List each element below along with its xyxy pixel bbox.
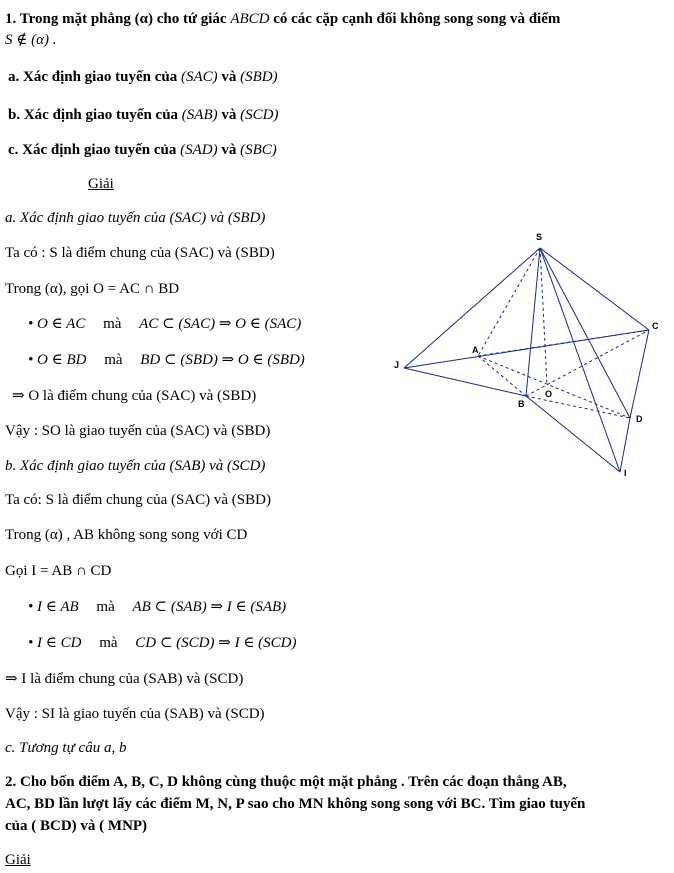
problem1-heading: 1. Trong mặt phẳng (α) cho tứ giác ABCD có các cặp cạnh đối không song song và điểm xyxy=(5,11,561,27)
problem2-line1: 2. Cho bốn điểm A, B, C, D không cùng thuộc một mặt phẳng . Trên các đoạn thẳng AB, xyxy=(5,774,567,790)
part-a-line4: Vậy : SO là giao tuyến của (SAC) và (SBD) xyxy=(5,423,271,439)
edge-CD xyxy=(630,330,649,418)
task-b: b. Xác định giao tuyến của (SAB) và (SCD) xyxy=(8,107,279,123)
edge-AD xyxy=(478,356,630,418)
edge-SO xyxy=(540,248,547,384)
problem1-heading-line2: S ∉ (α) . xyxy=(5,32,57,48)
task-c: c. Xác định giao tuyến của (SAD) và (SBC) xyxy=(8,142,277,158)
part-b-line2: Trong (α) , AB không song song với CD xyxy=(5,527,248,543)
label-J: J xyxy=(394,360,400,370)
edge-BD xyxy=(526,396,630,418)
solution-label-2: Giải xyxy=(5,852,31,868)
edge-JB xyxy=(404,368,526,396)
label-B: B xyxy=(518,399,525,409)
solution-label-1: Giải xyxy=(88,176,114,192)
edge-SD xyxy=(540,248,630,418)
label-I: I xyxy=(624,468,627,478)
problem2-line3: của ( BCD) và ( MNP) xyxy=(5,818,148,834)
part-b-line1: Ta có: S là điểm chung của (SAC) và (SBD) xyxy=(5,492,271,508)
edge-SB xyxy=(526,248,540,396)
part-b-title: b. Xác định giao tuyến của (SAB) và (SCD) xyxy=(5,458,266,474)
edge-SC xyxy=(540,248,649,330)
edge-SA xyxy=(478,248,540,356)
part-c: c. Tương tự câu a, b xyxy=(5,740,127,756)
part-b-line4: ⇒ I là điểm chung của (SAB) và (SCD) xyxy=(5,671,244,687)
label-O: O xyxy=(545,389,553,399)
part-b-line3: Gọi I = AB ∩ CD xyxy=(5,563,112,579)
part-a-title: a. Xác định giao tuyến của (SAC) và (SBD) xyxy=(5,210,266,226)
edge-SI xyxy=(540,248,620,472)
edge-DI xyxy=(620,418,630,472)
part-a-line1: Ta có : S là điểm chung của (SAC) và (SBD) xyxy=(5,245,275,261)
part-a-line3: ⇒ O là điểm chung của (SAC) và (SBD) xyxy=(12,388,257,404)
part-b-bullet2: • I ∈ CD mà CD ⊂ (SCD) ⇒ I ∈ (SCD) xyxy=(28,635,297,651)
part-a-bullet2: • O ∈ BD mà BD ⊂ (SBD) ⇒ O ∈ (SBD) xyxy=(28,352,305,368)
part-a-line2: Trong (α), gọi O = AC ∩ BD xyxy=(5,281,180,297)
pyramid-figure xyxy=(390,228,670,484)
label-D: D xyxy=(636,414,643,424)
part-b-bullet1: • I ∈ AB mà AB ⊂ (SAB) ⇒ I ∈ (SAB) xyxy=(28,599,287,615)
part-a-bullet1: • O ∈ AC mà AC ⊂ (SAC) ⇒ O ∈ (SAC) xyxy=(28,316,302,332)
problem2-line2: AC, BD lần lượt lấy các điểm M, N, P sao cho MN không song song với BC. Tìm giao tuyến xyxy=(5,796,586,812)
label-A: A xyxy=(472,345,479,355)
label-C: C xyxy=(652,321,659,331)
part-b-line5: Vậy : SI là giao tuyến của (SAB) và (SCD) xyxy=(5,706,265,722)
label-S: S xyxy=(536,232,543,242)
task-a: a. Xác định giao tuyến của (SAC) và (SBD) xyxy=(8,69,278,85)
